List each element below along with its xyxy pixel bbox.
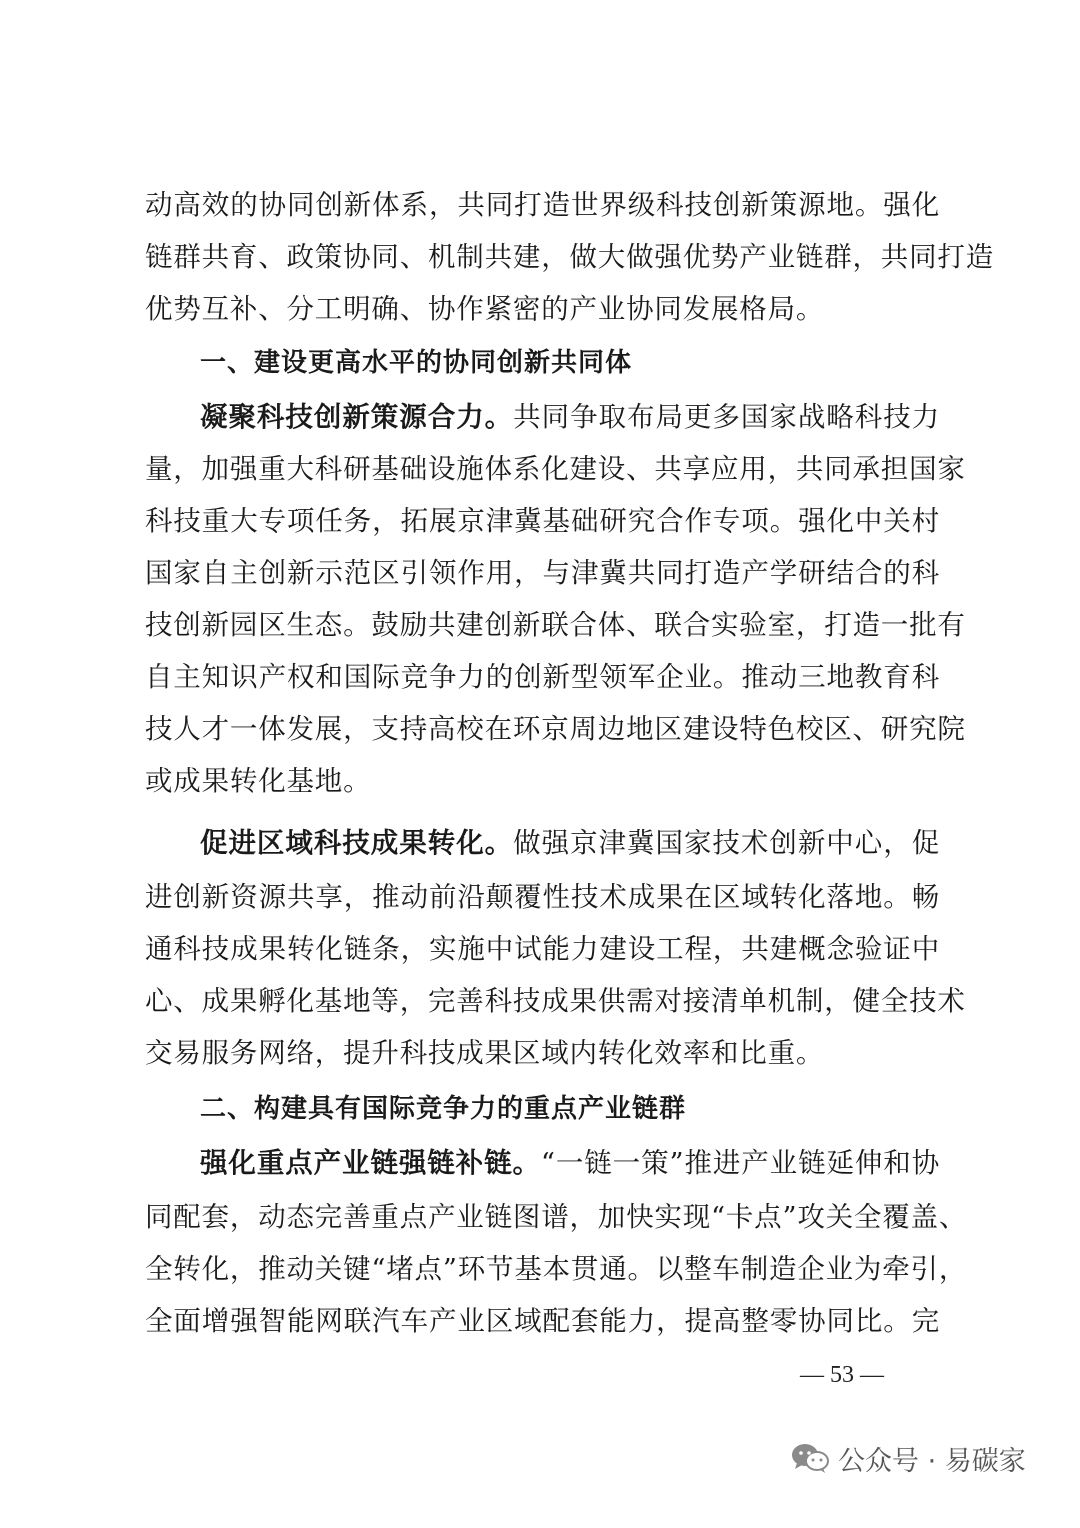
- paragraph-text: 共同争取布局更多国家战略科技力: [513, 401, 940, 433]
- paragraph-text: “一链一策”推进产业链延伸和协: [540, 1147, 940, 1179]
- watermark: [790, 1436, 1026, 1480]
- paragraph-line: 科技重大专项任务，拓展京津冀基础研究合作专项。强化中关村: [145, 505, 940, 537]
- paragraph-line: 国家自主创新示范区引领作用，与津冀共同打造产学研结合的科: [145, 557, 940, 589]
- paragraph-line: 进创新资源共享，推动前沿颠覆性技术成果在区域转化落地。畅: [145, 881, 940, 913]
- paragraph-lead: 凝聚科技创新策源合力。: [200, 401, 514, 433]
- paragraph-first-line: [200, 826, 940, 860]
- paragraph-line: 动高效的协同创新体系，共同打造世界级科技创新策源地。强化: [145, 189, 940, 221]
- paragraph-line: 通科技成果转化链条，实施中试能力建设工程，共建概念验证中: [145, 933, 940, 965]
- paragraph-lead: 强化重点产业链强链补链。: [200, 1147, 541, 1179]
- paragraph-line: 自主知识产权和国际竞争力的创新型领军企业。推动三地教育科: [145, 661, 940, 693]
- paragraph-line: 交易服务网络，提升科技成果区域内转化效率和比重。: [145, 1037, 825, 1069]
- paragraph-line: 心、成果孵化基地等，完善科技成果供需对接清单机制，健全技术: [145, 985, 966, 1017]
- paragraph-line: 量，加强重大科研基础设施体系化建设、共享应用，共同承担国家: [145, 453, 966, 485]
- paragraph-first-line: [200, 1146, 940, 1180]
- paragraph-line: 同配套，动态完善重点产业链图谱，加快实现“卡点”攻关全覆盖、: [145, 1201, 968, 1233]
- paragraph-line: 优势互补、分工明确、协作紧密的产业协同发展格局。: [145, 293, 825, 325]
- paragraph-line: 全面增强智能网联汽车产业区域配套能力，提高整零协同比。完: [145, 1305, 940, 1337]
- paragraph-text: 做强京津冀国家技术创新中心，促: [513, 827, 940, 859]
- page-number: — 53 —: [800, 1362, 884, 1388]
- paragraph-line: 技人才一体发展，支持高校在环京周边地区建设特色校区、研究院: [145, 713, 966, 745]
- section-heading-2: 二、构建具有国际竞争力的重点产业链群: [200, 1094, 687, 1124]
- paragraph-first-line: [200, 400, 940, 434]
- watermark-text: 公众号 · 易碳家: [838, 1445, 1026, 1477]
- paragraph-lead: 促进区域科技成果转化。: [200, 827, 514, 859]
- paragraph-line: 技创新园区生态。鼓励共建创新联合体、联合实验室，打造一批有: [145, 609, 966, 641]
- paragraph-line: 或成果转化基地。: [145, 765, 372, 797]
- paragraph-line: 全转化，推动关键“堵点”环节基本贯通。以整车制造企业为牵引，: [145, 1253, 968, 1285]
- section-heading-1: 一、建设更高水平的协同创新共同体: [200, 348, 633, 378]
- paragraph-line: 链群共育、政策协同、机制共建，做大做强优势产业链群，共同打造: [145, 241, 994, 273]
- wechat-icon: [790, 1441, 830, 1475]
